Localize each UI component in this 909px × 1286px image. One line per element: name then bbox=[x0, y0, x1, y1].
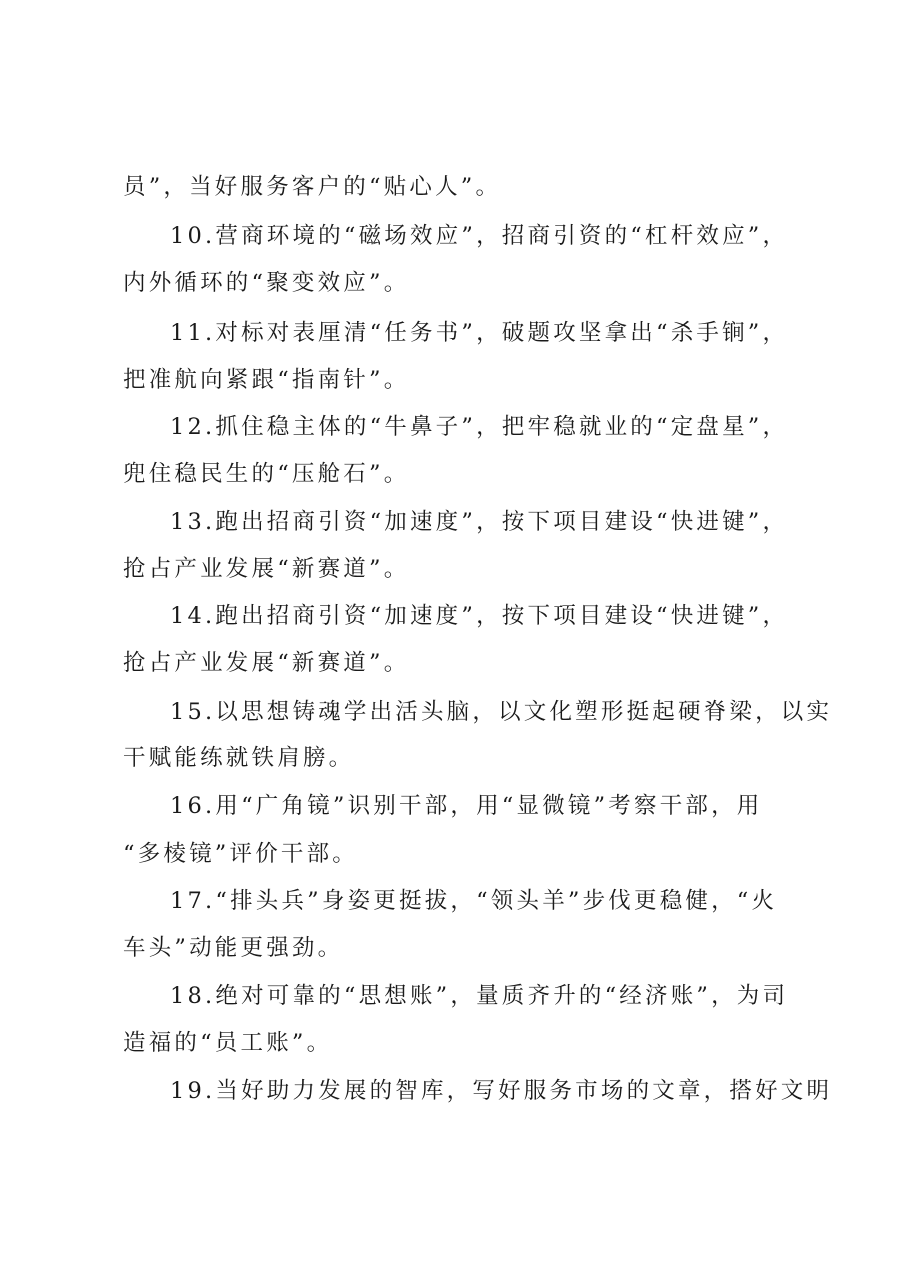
item-14-line-1: 14.跑出招商引资“加速度”，按下项目建设“快进键”， bbox=[170, 603, 789, 629]
item-17-line-2: 车头”动能更强劲。 bbox=[123, 935, 344, 961]
item-19-line-1: 19.当好助力发展的智库，写好服务市场的文章，搭好文明 bbox=[170, 1078, 833, 1104]
item-18-line-1: 18.绝对可靠的“思想账”，量质齐升的“经济账”，为司 bbox=[170, 983, 789, 1009]
item-12-line-2: 兜住稳民生的“压舱石”。 bbox=[123, 461, 410, 487]
item-15-line-2: 干赋能练就铁肩膀。 bbox=[123, 745, 355, 771]
item-16-line-1: 16.用“广角镜”识别干部，用“显微镜”考察干部，用 bbox=[170, 793, 763, 819]
item-13-line-1: 13.跑出招商引资“加速度”，按下项目建设“快进键”， bbox=[170, 509, 789, 535]
item-10-line-2: 内外循环的“聚变效应”。 bbox=[123, 270, 410, 296]
item-10-line-1: 10.营商环境的“磁场效应”，招商引资的“杠杆效应”， bbox=[170, 223, 789, 249]
text-line-continuation: 员”，当好服务客户的“贴心人”。 bbox=[123, 174, 502, 200]
item-16-line-2: “多棱镜”评价干部。 bbox=[123, 841, 359, 867]
item-13-line-2: 抢占产业发展“新赛道”。 bbox=[123, 556, 410, 582]
item-15-line-1: 15.以思想铸魂学出活头脑，以文化塑形挺起硬脊梁，以实 bbox=[170, 699, 833, 725]
item-12-line-1: 12.抓住稳主体的“牛鼻子”，把牢稳就业的“定盘星”， bbox=[170, 414, 789, 440]
item-11-line-1: 11.对标对表厘清“任务书”，破题攻坚拿出“杀手锏”， bbox=[170, 320, 789, 346]
item-14-line-2: 抢占产业发展“新赛道”。 bbox=[123, 650, 410, 676]
item-17-line-1: 17.“排头兵”身姿更挺拔，“领头羊”步伐更稳健，“火 bbox=[170, 888, 778, 914]
item-11-line-2: 把准航向紧跟“指南针”。 bbox=[123, 367, 410, 393]
item-18-line-2: 造福的“员工账”。 bbox=[123, 1030, 333, 1056]
